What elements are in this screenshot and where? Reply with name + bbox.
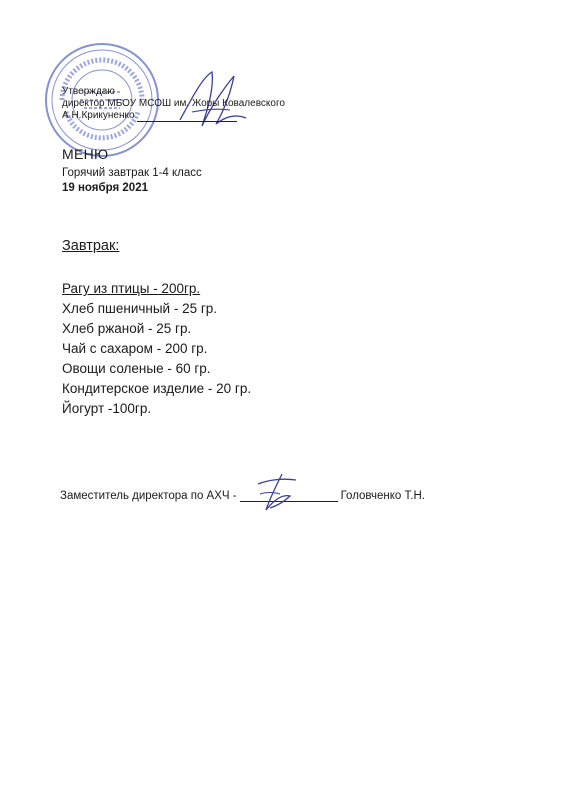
document-date: 19 ноября 2021 [62, 182, 148, 194]
menu-item: Хлеб ржаной - 25 гр. [62, 321, 192, 336]
signature-line [137, 111, 237, 122]
menu-item: Чай с сахаром - 200 гр. [62, 341, 208, 356]
footer-signature-block [60, 489, 425, 502]
deputy-signature [252, 470, 302, 514]
menu-item: Рагу из птицы - 200гр. [62, 281, 201, 296]
menu-item: Овощи соленые - 60 гр. [62, 361, 211, 376]
meal-heading: Завтрак: [62, 238, 120, 254]
footer-position: Заместитель директора по АХЧ - [60, 490, 237, 502]
menu-item: Хлеб пшеничный - 25 гр. [62, 301, 218, 316]
document-subtitle: Горячий завтрак 1-4 класс [62, 167, 202, 179]
approval-signer [62, 110, 285, 122]
approval-label: Утверждаю [62, 86, 115, 97]
approval-position: директор МБОУ МСОШ им. Жоры Ковалевского [62, 98, 285, 109]
approval-signer-name: А.Н.Крикуненко [62, 110, 135, 121]
footer-name: Головченко Т.Н. [340, 490, 425, 502]
menu-list [62, 279, 251, 419]
approval-block [62, 86, 285, 122]
document-title: МЕНЮ [62, 146, 109, 162]
menu-item: Кондитерское изделие - 20 гр. [62, 381, 252, 396]
menu-item: Йогурт -100гр. [62, 401, 152, 416]
